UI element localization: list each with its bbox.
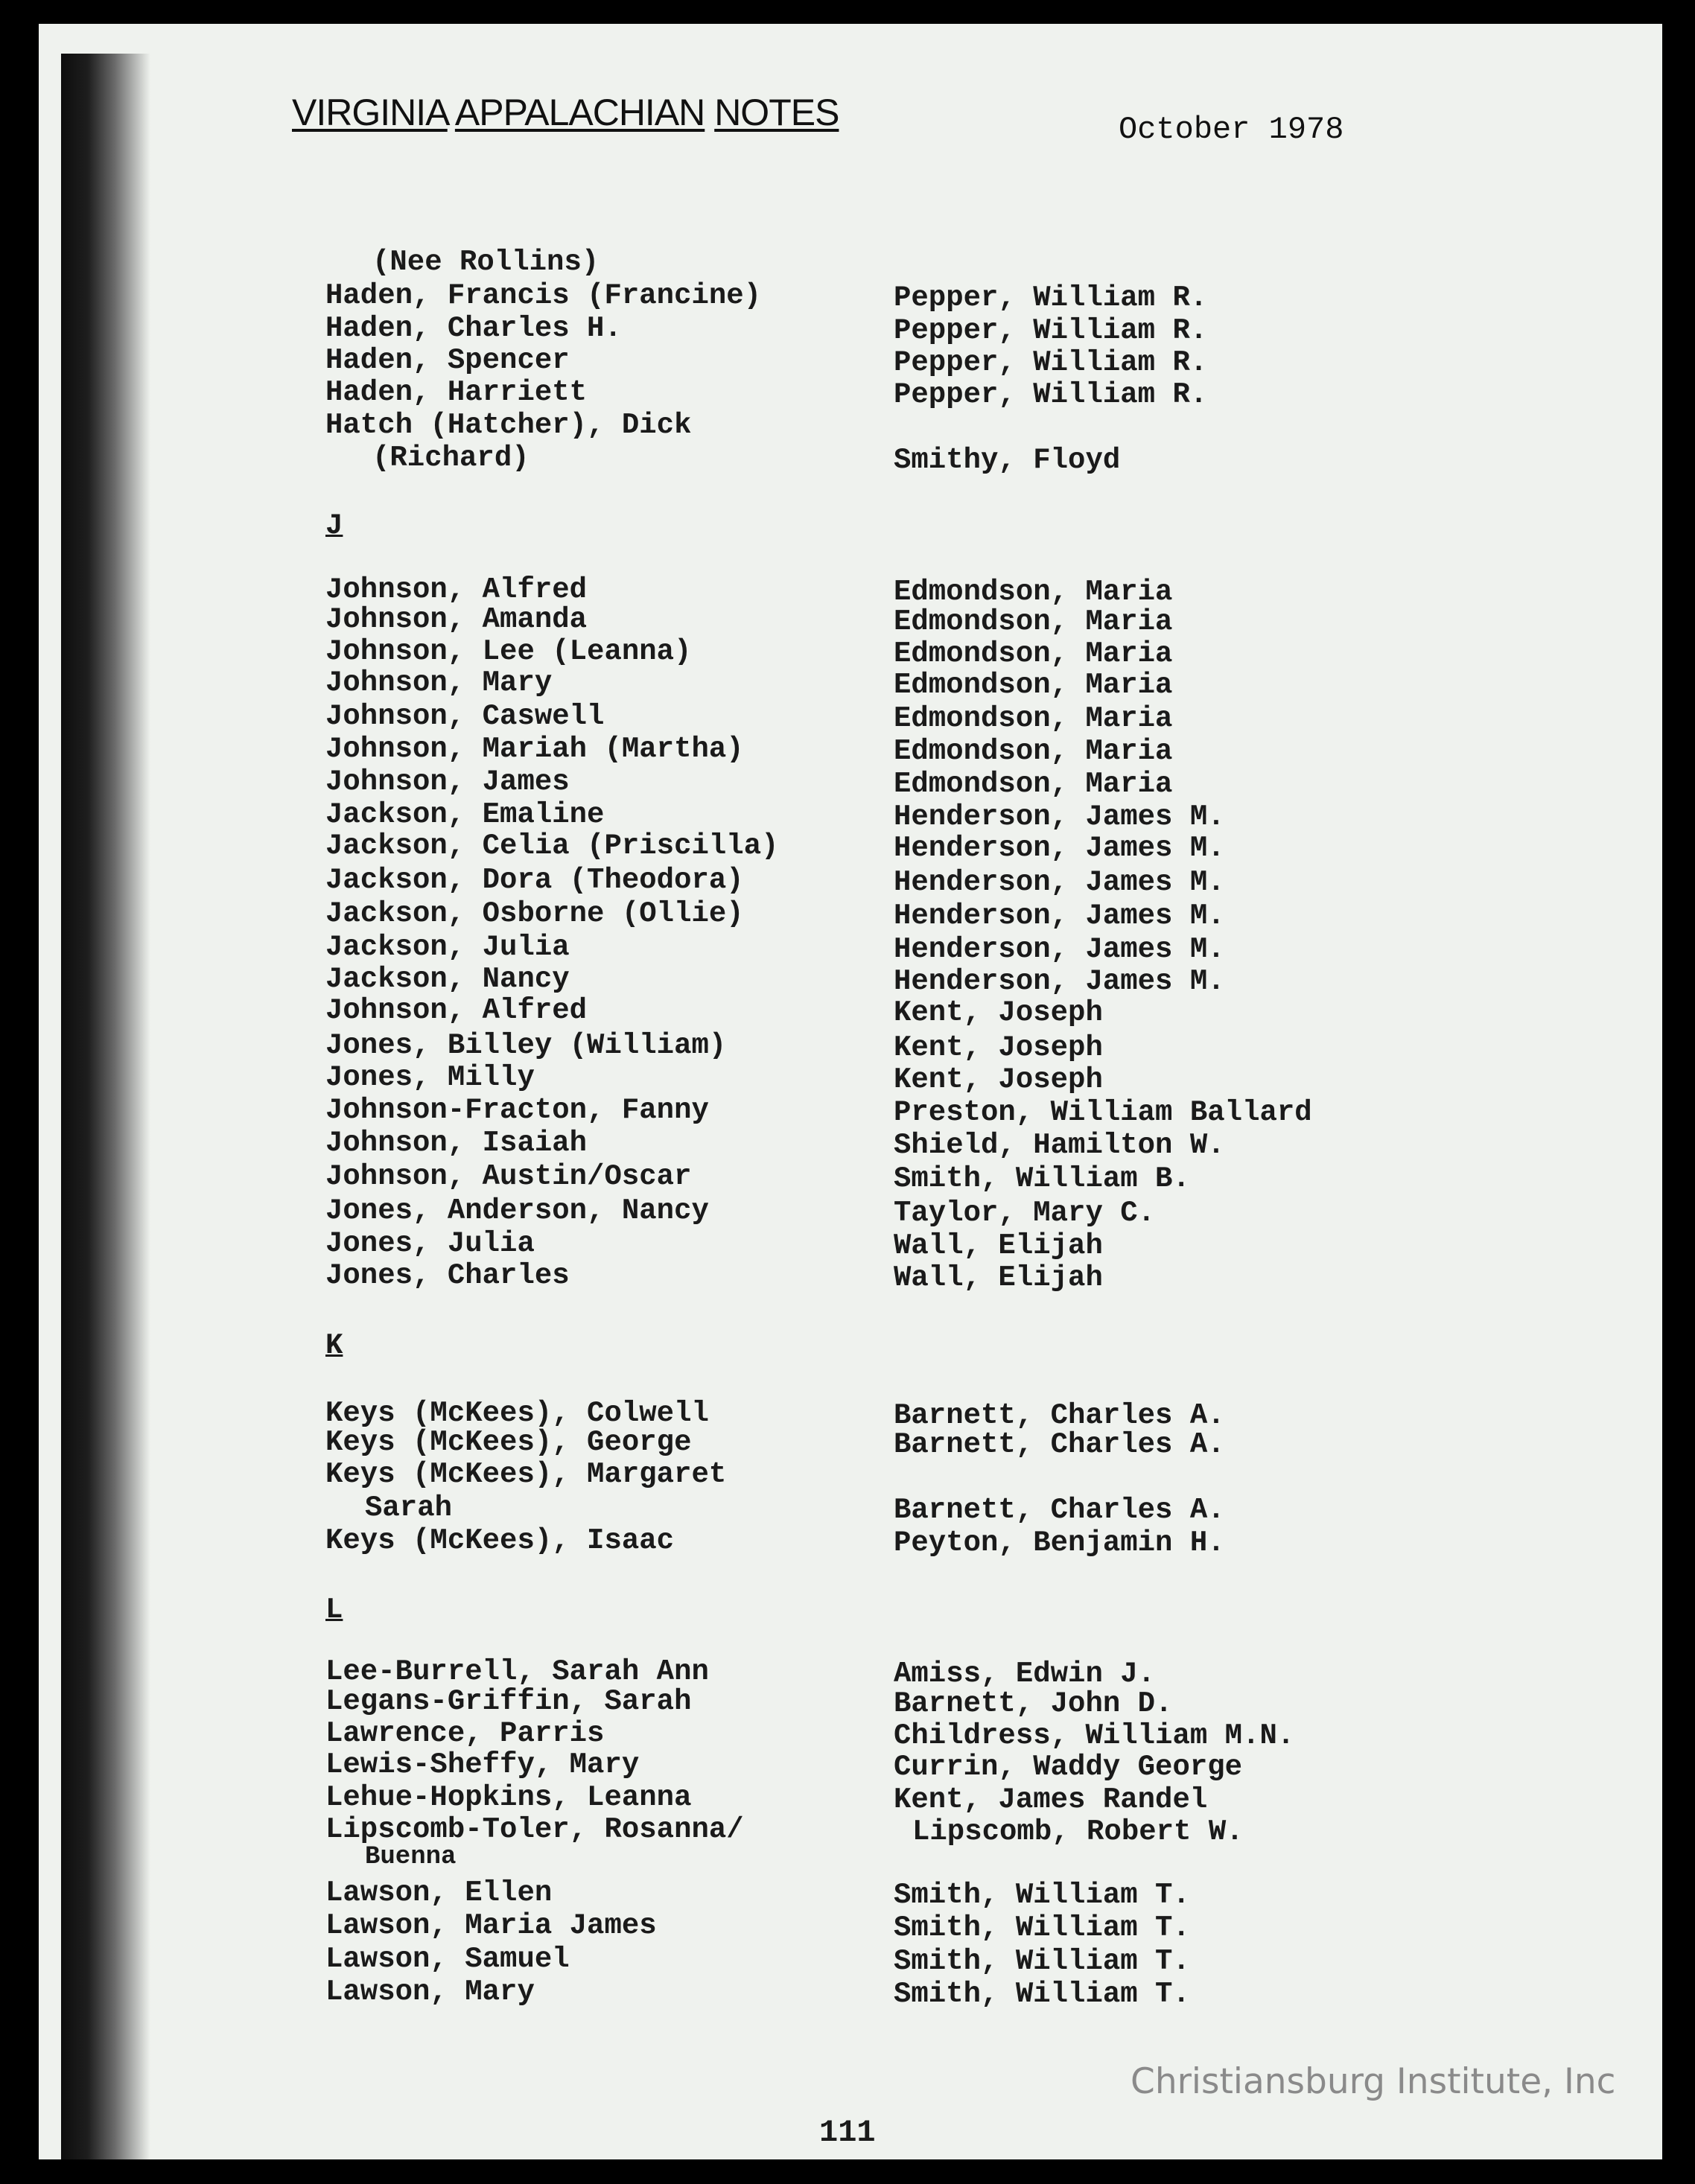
entry-name: Johnson, Mariah (Martha) — [325, 733, 744, 765]
entry-name: Lewis-Sheffy, Mary — [325, 1748, 640, 1781]
entry-source: Barnett, Charles A. — [894, 1399, 1225, 1432]
entry-source: Edmondson, Maria — [894, 702, 1173, 735]
entry-source: Kent, Joseph — [894, 1031, 1103, 1064]
entry-name: Jones, Julia — [325, 1227, 535, 1260]
entry-source: Pepper, William R. — [894, 346, 1208, 379]
entry-name: Jones, Anderson, Nancy — [325, 1194, 709, 1227]
entry-source: Childress, William M.N. — [894, 1719, 1295, 1752]
entry-name: Johnson, Alfred — [325, 573, 588, 606]
entry-source: Smith, William T. — [894, 1911, 1190, 1944]
entry-source: Amiss, Edwin J. — [894, 1658, 1156, 1690]
masthead-word: VIRGINIA — [292, 92, 448, 133]
entry-source: Pepper, William R. — [894, 378, 1208, 411]
entry-name: Johnson, Amanda — [325, 603, 588, 636]
entry-name: Jackson, Dora (Theodora) — [325, 864, 744, 897]
entry-name: Lehue-Hopkins, Leanna — [325, 1781, 692, 1814]
section-heading-j: J — [325, 509, 343, 542]
entry-source: Currin, Waddy George — [894, 1751, 1243, 1783]
entry-name: Johnson, Isaiah — [325, 1127, 588, 1159]
entry-name: Keys (McKees), Margaret — [325, 1458, 727, 1491]
entry-name: Keys (McKees), George — [325, 1426, 692, 1459]
entry-source: Henderson, James M. — [894, 866, 1225, 899]
entry-source: Henderson, James M. — [894, 965, 1225, 998]
entry-name: Johnson, Lee (Leanna) — [325, 635, 692, 668]
entry-source: Smith, William T. — [894, 1978, 1190, 2011]
entry-name: Lawson, Ellen — [325, 1876, 553, 1909]
entry-name: (Nee Rollins) — [372, 246, 600, 278]
entry-name: Haden, Spencer — [325, 344, 570, 377]
entry-source: Preston, William Ballard — [894, 1096, 1312, 1129]
entry-name: Johnson, Austin/Oscar — [325, 1160, 692, 1193]
masthead-word: APPALACHIAN — [454, 92, 705, 133]
entry-source: Barnett, Charles A. — [894, 1494, 1225, 1526]
entry-name: Haden, Francis (Francine) — [325, 279, 762, 312]
entry-name: Lawson, Maria James — [325, 1909, 657, 1942]
entry-name: Lipscomb-Toler, Rosanna/ — [325, 1813, 744, 1846]
entry-source: Pepper, William R. — [894, 281, 1208, 314]
entry-source: Henderson, James M. — [894, 800, 1225, 833]
page-number: 111 — [819, 2115, 876, 2150]
masthead-title — [292, 91, 839, 134]
entry-name: Lawrence, Parris — [325, 1717, 605, 1750]
binding-shadow — [61, 54, 150, 2159]
entry-name: Johnson, James — [325, 765, 570, 798]
entry-name: (Richard) — [372, 442, 530, 474]
entry-source: Shield, Hamilton W. — [894, 1129, 1225, 1162]
entry-name: Jackson, Osborne (Ollie) — [325, 897, 744, 930]
entry-name: Jones, Charles — [325, 1259, 570, 1292]
entry-source: Henderson, James M. — [894, 933, 1225, 966]
entry-source: Barnett, John D. — [894, 1687, 1173, 1720]
section-heading-l: L — [325, 1594, 343, 1626]
entry-name: Lawson, Mary — [325, 1976, 535, 2008]
entry-name: Legans-Griffin, Sarah — [325, 1685, 692, 1718]
entry-source: Barnett, Charles A. — [894, 1428, 1225, 1461]
entry-source: Edmondson, Maria — [894, 576, 1173, 608]
entry-name: Jackson, Julia — [325, 931, 570, 964]
entry-source: Kent, Joseph — [894, 996, 1103, 1029]
entry-name: Jackson, Nancy — [325, 963, 570, 996]
entry-name: Keys (McKees), Isaac — [325, 1524, 675, 1557]
entry-source: Edmondson, Maria — [894, 735, 1173, 768]
watermark: Christiansburg Institute, Inc — [1130, 2061, 1616, 2102]
entry-name: Jackson, Emaline — [325, 798, 605, 831]
entry-source: Lipscomb, Robert W. — [912, 1815, 1244, 1848]
entry-name: Jones, Milly — [325, 1061, 535, 1094]
entry-source: Wall, Elijah — [894, 1261, 1103, 1294]
issue-date: October 1978 — [1119, 112, 1344, 147]
entry-name: Keys (McKees), Colwell — [325, 1397, 709, 1430]
entry-name: Johnson, Mary — [325, 666, 553, 699]
masthead-word: NOTES — [714, 92, 839, 133]
entry-name: Hatch (Hatcher), Dick — [325, 409, 692, 442]
entry-source: Edmondson, Maria — [894, 768, 1173, 800]
entry-source: Smith, William B. — [894, 1162, 1190, 1195]
entry-source: Edmondson, Maria — [894, 605, 1173, 638]
entry-name: Jones, Billey (William) — [325, 1029, 727, 1062]
entry-name: Haden, Harriett — [325, 376, 588, 409]
entry-source: Smith, William T. — [894, 1945, 1190, 1978]
entry-source: Wall, Elijah — [894, 1229, 1103, 1262]
entry-name: Jackson, Celia (Priscilla) — [325, 830, 779, 862]
entry-name: Buenna — [365, 1843, 457, 1871]
entry-name: Johnson, Alfred — [325, 994, 588, 1027]
entry-source: Taylor, Mary C. — [894, 1197, 1156, 1229]
entry-name: Sarah — [365, 1491, 453, 1524]
entry-name: Johnson, Caswell — [325, 700, 605, 733]
entry-name: Haden, Charles H. — [325, 312, 622, 345]
entry-source: Henderson, James M. — [894, 832, 1225, 865]
entry-source: Smithy, Floyd — [894, 444, 1121, 477]
document-page — [39, 24, 1662, 2159]
entry-source: Edmondson, Maria — [894, 669, 1173, 701]
entry-source: Pepper, William R. — [894, 314, 1208, 347]
section-heading-k: K — [325, 1329, 343, 1362]
entry-source: Henderson, James M. — [894, 900, 1225, 932]
entry-name: Lee-Burrell, Sarah Ann — [325, 1655, 709, 1688]
entry-source: Peyton, Benjamin H. — [894, 1526, 1225, 1559]
entry-source: Smith, William T. — [894, 1879, 1190, 1911]
entry-name: Johnson-Fracton, Fanny — [325, 1094, 709, 1127]
entry-name: Lawson, Samuel — [325, 1943, 570, 1976]
entry-source: Kent, James Randel — [894, 1783, 1208, 1816]
entry-source: Kent, Joseph — [894, 1063, 1103, 1096]
entry-source: Edmondson, Maria — [894, 637, 1173, 670]
